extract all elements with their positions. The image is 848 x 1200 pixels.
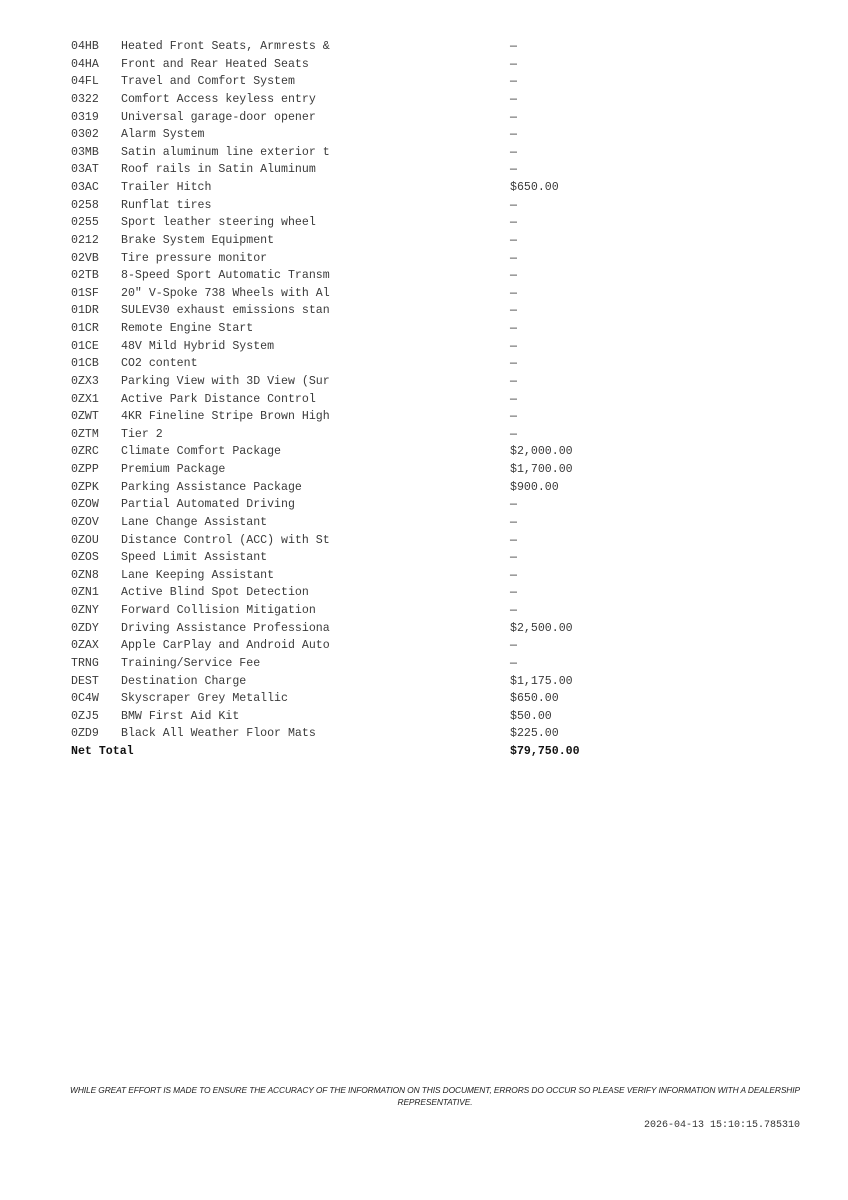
disclaimer-text: WHILE GREAT EFFORT IS MADE TO ENSURE THE ACCURACY OF THE INFORMATION ON THIS DOCUMENT, ERRORS DO OCCUR SO PLEASE VERIFY INFORMATION WITH A DEALERSHIP REPRESENTATIVE. (70, 1085, 800, 1107)
line-item-row (71, 725, 630, 743)
option-code: 0ZPP (71, 463, 99, 476)
option-code: 01CR (71, 322, 99, 335)
line-item-row (71, 144, 630, 162)
option-description: Lane Change Assistant (121, 515, 268, 529)
line-item-row (71, 161, 630, 179)
option-description: Training/Service Fee (121, 656, 261, 670)
option-code: 0ZN1 (71, 586, 99, 600)
option-description: BMW First Aid Kit (121, 709, 240, 723)
option-price: $225.00 (510, 727, 559, 741)
option-price: — (510, 269, 517, 283)
option-description: Lane Keeping Assistant (121, 568, 275, 582)
option-price: — (510, 533, 517, 547)
line-item-row (71, 532, 630, 550)
option-description: Travel and Comfort System (121, 75, 295, 89)
option-code: 0302 (71, 128, 99, 142)
option-description: SULEV30 exhaust emissions stan (121, 304, 330, 318)
option-description: 8-Speed Sport Automatic Transm (121, 269, 330, 283)
option-code: 01CB (71, 357, 99, 371)
line-item-row (71, 179, 630, 197)
print-timestamp: 2026-04-13 15:10:15.785310 (643, 1120, 800, 1131)
option-price: $2,500.00 (510, 621, 573, 635)
option-price: — (510, 339, 517, 353)
option-code: 0ZWT (71, 410, 99, 424)
option-price: — (510, 75, 517, 89)
option-description: Satin aluminum line exterior t (121, 145, 330, 159)
line-item-row (71, 426, 630, 444)
option-code: 0ZAX (71, 639, 99, 653)
line-item-row (71, 549, 630, 567)
line-items (71, 38, 630, 743)
option-price: $650.00 (510, 692, 559, 706)
option-code: 0ZTM (71, 427, 99, 441)
line-item-row (71, 567, 630, 585)
option-price: — (510, 322, 517, 335)
option-code: 02TB (71, 269, 99, 283)
option-code: 0212 (71, 233, 99, 247)
line-item-row (71, 267, 630, 285)
option-code: 0ZJ5 (71, 709, 99, 723)
option-description: Trailer Hitch (121, 181, 212, 194)
option-code: 0255 (71, 216, 99, 230)
option-price: — (510, 57, 517, 71)
option-description: Parking View with 3D View (Sur (121, 374, 330, 388)
option-price: $900.00 (510, 480, 559, 494)
option-code: 02VB (71, 251, 99, 265)
line-item-row (71, 338, 630, 356)
option-code: 0ZPK (71, 480, 99, 494)
line-item-row (71, 408, 630, 426)
line-item-row (71, 91, 630, 109)
option-description: Tire pressure monitor (121, 251, 268, 265)
option-price: — (510, 251, 517, 265)
option-price: — (510, 110, 517, 124)
option-price: — (510, 286, 517, 300)
option-code: 0ZRC (71, 445, 99, 459)
option-code: 03MB (71, 145, 99, 159)
option-code: 0ZN8 (71, 568, 99, 582)
option-description: Alarm System (121, 128, 205, 142)
option-price: $1,700.00 (510, 463, 573, 476)
option-code: 04HB (71, 40, 99, 53)
option-description: CO2 content (121, 357, 198, 371)
option-price: — (510, 145, 517, 159)
option-description: Front and Rear Heated Seats (121, 57, 309, 71)
line-item-row (71, 214, 630, 232)
option-code: 0ZOU (71, 533, 99, 547)
option-price: — (510, 216, 517, 230)
option-price: — (510, 604, 517, 617)
option-price: — (510, 410, 517, 424)
option-description: 48V Mild Hybrid System (121, 339, 275, 353)
option-price: — (510, 357, 517, 371)
option-description: Comfort Access keyless entry (121, 92, 316, 106)
option-price: — (510, 639, 517, 653)
option-description: Sport leather steering wheel (121, 216, 316, 230)
line-item-row (71, 320, 630, 338)
option-code: 0258 (71, 198, 99, 212)
option-description: Destination Charge (121, 674, 247, 688)
option-price: $650.00 (510, 181, 559, 194)
line-item-row (71, 373, 630, 391)
option-price: — (510, 163, 517, 177)
line-item-row (71, 250, 630, 268)
line-item-row (71, 514, 630, 532)
option-description: Driving Assistance Professiona (121, 621, 330, 635)
line-item-row (71, 109, 630, 127)
option-price: — (510, 304, 517, 318)
option-code: 03AT (71, 163, 99, 177)
option-price: — (510, 392, 517, 406)
option-code: 04FL (71, 75, 99, 89)
line-item-row (71, 461, 630, 479)
line-item-row (71, 443, 630, 461)
options-price-table (71, 38, 630, 761)
line-item-row (71, 56, 630, 74)
option-code: 0ZDY (71, 621, 99, 635)
line-item-row (71, 479, 630, 497)
option-code: DEST (71, 674, 99, 688)
option-code: 01DR (71, 304, 99, 318)
option-code: 0319 (71, 110, 99, 124)
option-price: — (510, 40, 517, 53)
line-item-row (71, 285, 630, 303)
option-description: Partial Automated Driving (121, 498, 295, 512)
option-code: 03AC (71, 181, 99, 194)
line-item-row (71, 197, 630, 215)
option-price: — (510, 374, 517, 388)
option-price: $50.00 (510, 709, 552, 723)
option-price: — (510, 128, 517, 142)
option-price: — (510, 427, 517, 441)
option-description: Black All Weather Floor Mats (121, 727, 316, 741)
option-description: Premium Package (121, 463, 226, 476)
line-item-row (71, 391, 630, 409)
option-description: Apple CarPlay and Android Auto (121, 639, 330, 653)
option-description: Skyscraper Grey Metallic (121, 692, 288, 706)
option-code: 04HA (71, 57, 99, 71)
option-description: Active Blind Spot Detection (121, 586, 309, 600)
line-item-row (71, 126, 630, 144)
line-item-row (71, 232, 630, 250)
option-code: 0ZD9 (71, 727, 99, 741)
line-item-row (71, 355, 630, 373)
option-price: — (510, 586, 517, 600)
option-description: Roof rails in Satin Aluminum (121, 163, 316, 177)
option-description: Tier 2 (121, 427, 163, 441)
option-code: 0ZOW (71, 498, 99, 512)
option-description: Parking Assistance Package (121, 480, 302, 494)
line-item-row (71, 637, 630, 655)
line-item-row (71, 38, 630, 56)
option-code: 0C4W (71, 692, 99, 706)
option-price: $2,000.00 (510, 445, 573, 459)
option-code: 0ZOV (71, 515, 99, 529)
option-code: 0ZOS (71, 551, 99, 565)
net-total-label: Net Total (71, 745, 134, 758)
option-description: Speed Limit Assistant (121, 551, 268, 565)
option-description: Remote Engine Start (121, 322, 254, 335)
line-item-row (71, 673, 630, 691)
line-item-row (71, 584, 630, 602)
option-description: Forward Collision Mitigation (121, 604, 316, 617)
option-price: — (510, 515, 517, 529)
option-description: 20" V-Spoke 738 Wheels with Al (121, 286, 330, 300)
option-description: Distance Control (ACC) with St (121, 533, 330, 547)
option-price: — (510, 92, 517, 106)
net-total-value: $79,750.00 (510, 745, 580, 758)
option-code: 0ZNY (71, 604, 99, 617)
line-item-row (71, 73, 630, 91)
line-item-row (71, 708, 630, 726)
option-description: Runflat tires (121, 198, 212, 212)
option-price: — (510, 233, 517, 247)
line-item-row (71, 602, 630, 620)
option-description: Universal garage-door opener (121, 110, 316, 124)
option-price: — (510, 551, 517, 565)
option-description: Brake System Equipment (121, 233, 275, 247)
line-item-row (71, 690, 630, 708)
option-code: 01CE (71, 339, 99, 353)
option-code: 0ZX1 (71, 392, 99, 406)
option-code: 01SF (71, 286, 99, 300)
option-price: — (510, 498, 517, 512)
line-item-row (71, 620, 630, 638)
option-price: $1,175.00 (510, 674, 573, 688)
line-item-row (71, 302, 630, 320)
option-description: Active Park Distance Control (121, 392, 316, 406)
option-description: Climate Comfort Package (121, 445, 282, 459)
option-description: Heated Front Seats, Armrests & (121, 40, 330, 53)
option-code: 0322 (71, 92, 99, 106)
option-description: 4KR Fineline Stripe Brown High (121, 410, 330, 424)
option-code: TRNG (71, 656, 99, 670)
line-item-row (71, 655, 630, 673)
net-total-row (71, 743, 630, 761)
option-price: — (510, 568, 517, 582)
option-code: 0ZX3 (71, 374, 99, 388)
option-price: — (510, 656, 517, 670)
option-price: — (510, 198, 517, 212)
line-item-row (71, 496, 630, 514)
